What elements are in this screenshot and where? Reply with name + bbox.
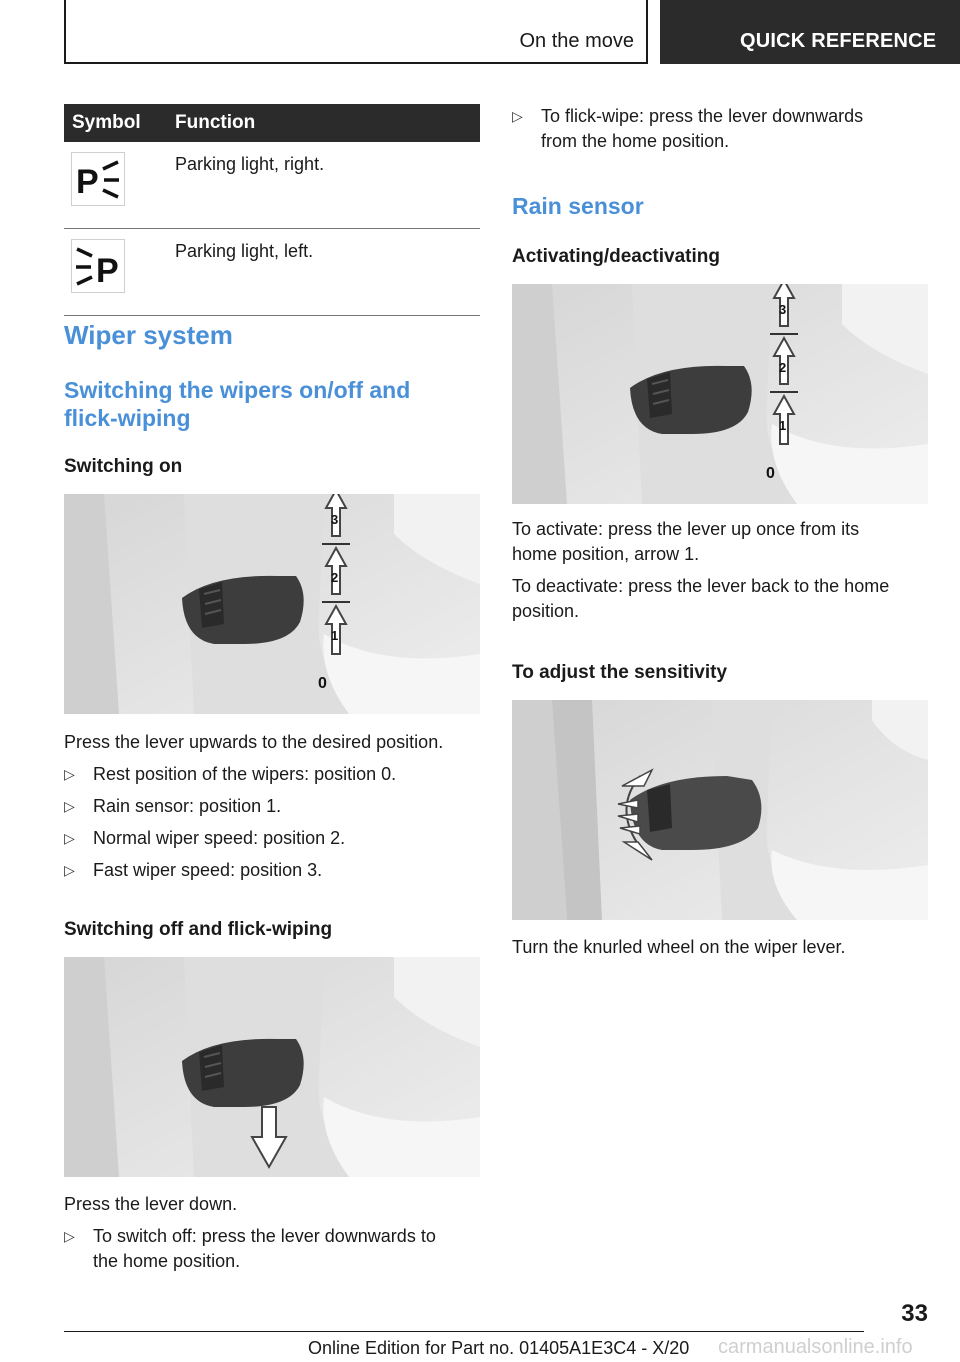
wiper-subheading [64,376,480,432]
section-title: On the move [519,30,634,52]
flick-wipe-list [512,104,928,154]
subtitle-line-1: Switching the wipers on/off and [64,377,411,403]
figure-label-2: 2 [331,570,339,585]
rain-sensor-title: Rain sensor [512,193,644,219]
wiper-lever-down-figure [64,957,480,1177]
watermark: carmanualsonline.info [718,1336,913,1358]
left-column [64,104,480,1271]
list-item: ▷ Rain sensor: position 1. [64,794,480,819]
figure-label-1: 1 [779,418,787,433]
svg-text:P: P [96,252,119,290]
figure-label-2: 2 [779,360,787,375]
table-row [64,229,480,316]
bullet-triangle-icon: ▷ [512,108,523,124]
figure-label-0: 0 [766,465,775,482]
subtitle-line-2: flick-wiping [64,405,191,431]
parking-light-right-icon [71,152,125,206]
bullet-triangle-icon: ▷ [64,766,75,782]
activating-heading: Activating/deactivating [512,246,720,267]
svg-text:P: P [76,163,99,201]
switching-on-intro: Press the lever upwards to the desired position. [64,732,444,752]
figure-label-0: 0 [318,675,327,692]
wiper-system-heading [64,320,233,351]
bullet-triangle-icon: ▷ [64,798,75,814]
list-item: ▷ Rest position of the wipers: position 0. [64,762,480,787]
switching-on-heading: Switching on [64,456,183,477]
table-row [64,142,480,229]
figure-label-3: 3 [331,512,339,527]
symbol-table [64,104,480,316]
list-item: ▷ To flick-wipe: press the lever downwards from the home position. [512,106,864,151]
table-header-row [64,104,480,142]
list-item: ▷ Fast wiper speed: position 3. [64,858,480,883]
sensitivity-text: Turn the knurled wheel on the wiper lever. [512,937,846,957]
wiper-title: Wiper system [64,320,233,350]
wiper-lever-up-figure [64,494,480,714]
figure-label-3: 3 [779,302,787,317]
function-text: Parking light, right. [167,142,480,229]
header-frame [64,0,648,64]
bullet-triangle-icon: ▷ [64,1228,75,1244]
list-item: ▷ To switch off: press the lever downwards to the home position. [64,1226,436,1271]
quick-reference-tab[interactable]: QUICK REFERENCE [660,0,960,64]
function-column-header: Function [167,104,480,142]
symbol-column-header: Symbol [64,104,167,142]
function-text: Parking light, left. [167,229,480,316]
switching-on-list [64,762,480,883]
footer-rule [64,1331,864,1332]
switching-off-intro: Press the lever down. [64,1194,238,1214]
activate-text: To activate: press the lever up once from its home position, arrow 1. [512,519,860,564]
parking-light-left-icon [71,239,125,293]
bullet-triangle-icon: ▷ [64,862,75,878]
sensitivity-heading: To adjust the sensitivity [512,662,728,683]
switching-off-list [64,1224,480,1274]
switching-off-heading: Switching off and flick-wiping [64,919,333,940]
sensitivity-figure [512,700,928,920]
footer-edition: Online Edition for Part no. 01405A1E3C4 - X/20 [308,1338,690,1358]
figure-label-1: 1 [331,628,339,643]
deactivate-text: To deactivate: press the lever back to the home position. [512,576,890,621]
list-item: ▷ Normal wiper speed: position 2. [64,826,480,851]
rain-sensor-activate-figure [512,284,928,504]
bullet-triangle-icon: ▷ [64,830,75,846]
page-number: 33 [901,1300,928,1327]
